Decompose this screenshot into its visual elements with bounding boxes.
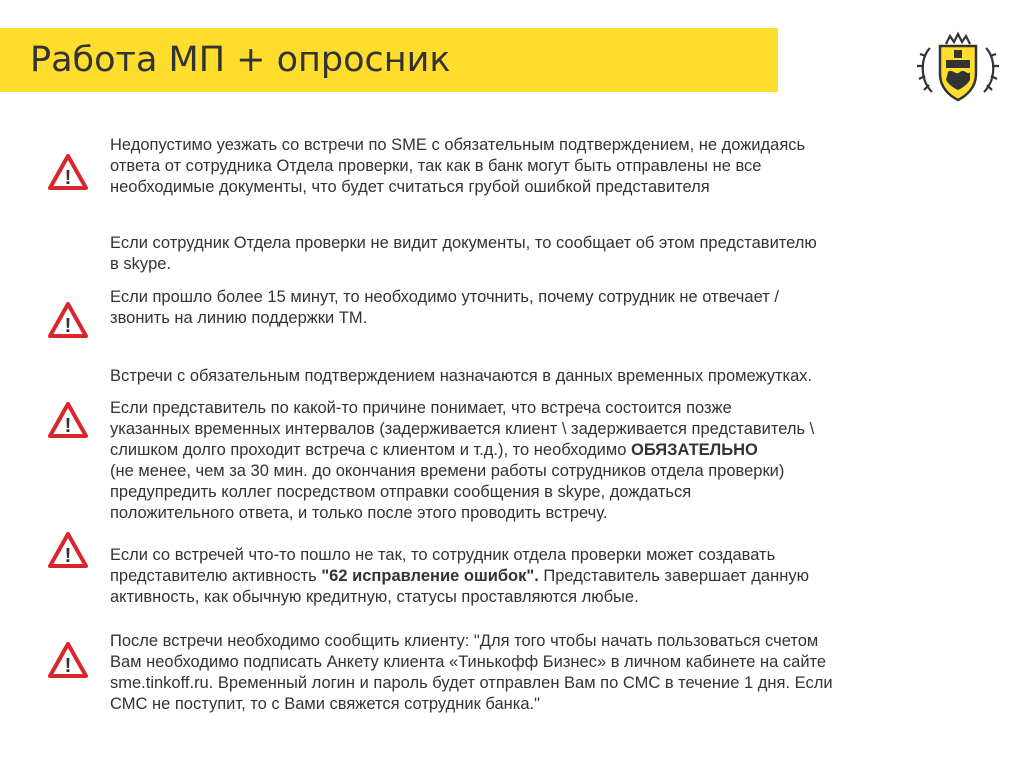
- paragraph-line: Если прошло более 15 минут, то необходимо уточнить, почему сотрудник не отвечает /: [110, 288, 779, 306]
- emphasis-activity-name: "62 исправление ошибок".: [321, 567, 539, 585]
- paragraph-line: (не менее, чем за 30 мин. до окончания времени работы сотрудников отдела проверки): [110, 462, 785, 480]
- warning-triangle-icon: [48, 154, 88, 190]
- paragraph-line: активность, как обычную кредитную, статусы проставляются любые.: [110, 588, 639, 606]
- paragraph-15-minutes: [110, 287, 990, 329]
- warning-triangle-icon: [48, 642, 88, 678]
- paragraph-text: Представитель завершает данную: [538, 567, 809, 585]
- paragraph-line: предупредить коллег посредством отправки сообщения в skype, дождаться: [110, 483, 692, 501]
- tinkoff-crest-logo: [916, 28, 1000, 108]
- paragraph-line: положительного ответа, и только после этого проводить встречу.: [110, 504, 608, 522]
- warning-triangle-icon: [48, 302, 88, 338]
- svg-text:!: !: [64, 655, 72, 677]
- svg-text:!: !: [64, 545, 72, 567]
- warning-triangle-icon: [48, 402, 88, 438]
- paragraph-error-activity: [110, 545, 990, 608]
- paragraph-line: звонить на линию поддержки ТМ.: [110, 309, 368, 327]
- emphasis-mandatory: ОБЯЗАТЕЛЬНО: [631, 441, 758, 459]
- paragraph-line: После встречи необходимо сообщить клиенту: "Для того чтобы начать пользоваться счетом: [110, 632, 819, 650]
- paragraph-line: Если со встречей что-то пошло не так, то сотрудник отдела проверки может создавать: [110, 546, 776, 564]
- page-title: Работа МП + опросник: [30, 40, 451, 80]
- paragraph-text: слишком долго проходит встреча с клиентом и т.д.), то необходимо: [110, 441, 632, 459]
- paragraph-time-slots: [110, 366, 990, 387]
- svg-text:!: !: [64, 415, 72, 437]
- paragraph-line: указанных временных интервалов (задерживается клиент \ задерживается представитель \: [110, 420, 815, 438]
- paragraph-line: sme.tinkoff.ru. Временный логин и пароль будет отправлен Вам по СМС в течение 1 дня. Если: [110, 674, 833, 692]
- paragraph-line: Недопустимо уезжать со встречи по SME с обязательным подтверждением, не дожидаясь: [110, 136, 806, 154]
- paragraph-early-departure: [110, 135, 990, 198]
- paragraph-line: Если представитель по какой-то причине понимает, что встреча состоится позже: [110, 399, 732, 417]
- paragraph-line: необходимые документы, что будет считаться грубой ошибкой представителя: [110, 178, 710, 196]
- paragraph-client-message: [110, 631, 990, 715]
- svg-text:!: !: [64, 315, 72, 337]
- paragraph-line: в skype.: [110, 255, 172, 273]
- paragraph-text: представителю активность: [110, 567, 322, 585]
- paragraph-line: Вам необходимо подписать Анкету клиента «Тинькофф Бизнес» в личном кабинете на сайте: [110, 653, 827, 671]
- warning-triangle-icon: [48, 532, 88, 568]
- paragraph-late-meeting: [110, 398, 990, 524]
- svg-text:!: !: [64, 167, 72, 189]
- paragraph-line: [110, 566, 990, 587]
- paragraph-line: СМС не поступит, то с Вами свяжется сотрудник банка.": [110, 695, 540, 713]
- paragraph-line: [110, 440, 990, 461]
- paragraph-line: Если сотрудник Отдела проверки не видит документы, то сообщает об этом представителю: [110, 234, 817, 252]
- paragraph-line: Встречи с обязательным подтверждением назначаются в данных временных промежутках.: [110, 367, 813, 385]
- title-bar: [0, 28, 778, 92]
- paragraph-line: ответа от сотрудника Отдела проверки, так как в банк могут быть отправлены не все: [110, 157, 762, 175]
- paragraph-documents-missing: [110, 233, 990, 275]
